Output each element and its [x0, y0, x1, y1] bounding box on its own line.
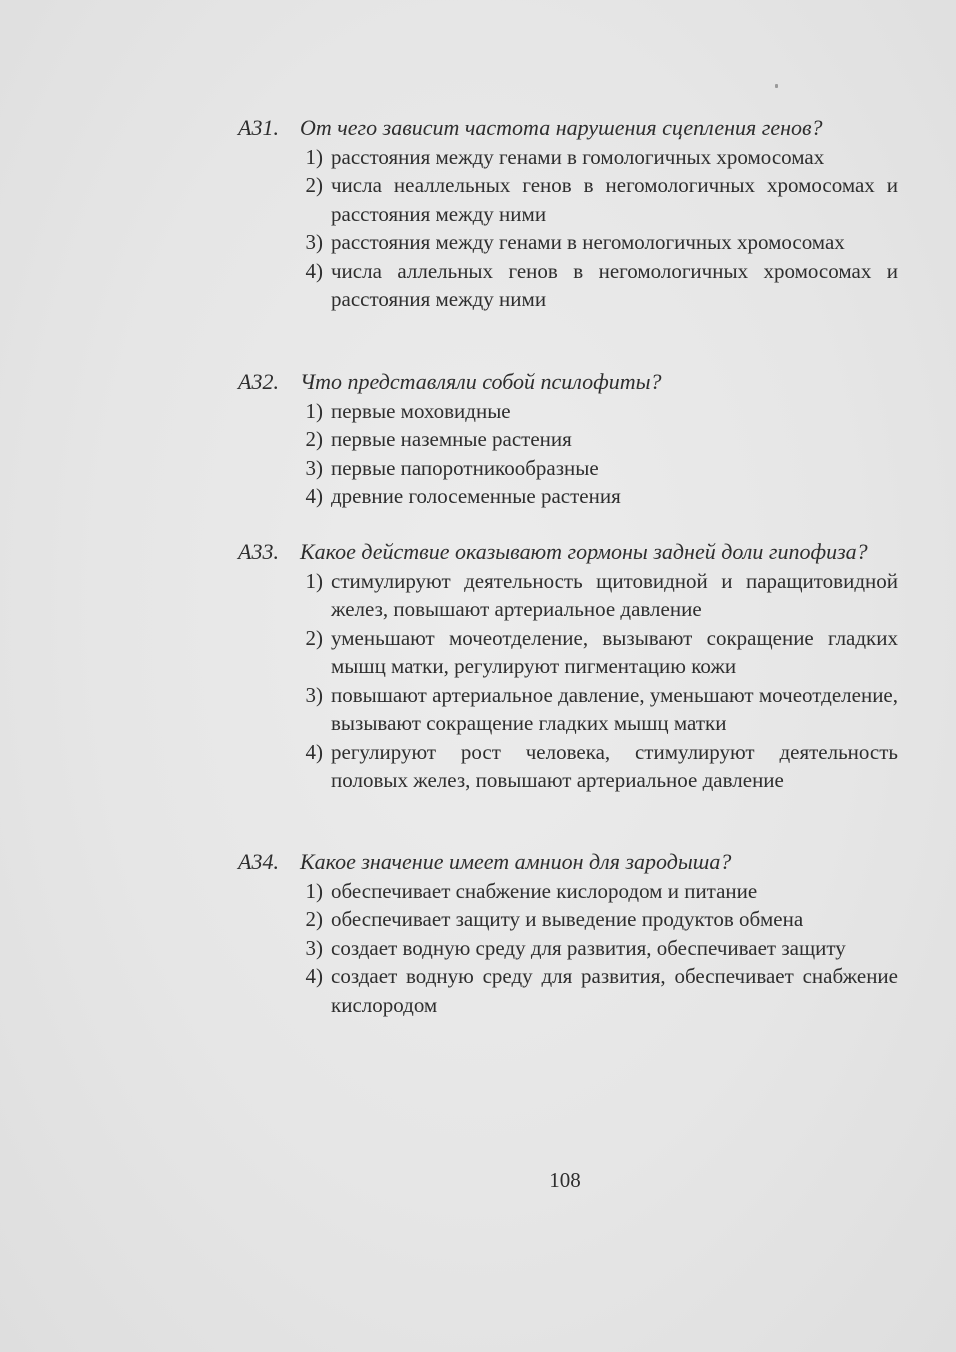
answer-list: [238, 877, 898, 1020]
question-title: [238, 114, 898, 143]
answer-number: 3): [305, 455, 323, 480]
answer-text: числа аллельных генов в негомологичных хромосомах и расстояния между ними: [331, 258, 898, 311]
answer-text: древние голосеменные растения: [331, 484, 621, 508]
scan-speck: [775, 84, 778, 88]
answer-option: [238, 877, 898, 906]
answer-option: [238, 934, 898, 963]
answer-text: создает водную среду для развития, обеспечивает снабжение кислородом: [331, 964, 898, 1017]
answer-option: [238, 738, 898, 795]
answer-number: 2): [305, 173, 323, 197]
answer-option: [238, 397, 898, 426]
answer-text: первые наземные растения: [331, 427, 572, 451]
answer-text: расстояния между генами в гомологичных хромосомах: [331, 144, 825, 169]
question-title: [238, 848, 898, 877]
answer-option: [238, 681, 898, 738]
answer-number: 4): [305, 964, 323, 988]
answer-option: [238, 962, 898, 1019]
answer-list: [238, 567, 898, 795]
answer-list: [238, 397, 898, 511]
answer-option: [238, 454, 898, 483]
question-text: От чего зависит частота нарушения сцепления генов?: [300, 115, 823, 140]
answer-number: 2): [305, 907, 323, 931]
question-text: Какое значение имеет амнион для зародыша?: [300, 849, 732, 874]
question-a34: [238, 848, 898, 1019]
answer-text: создает водную среду для развития, обеспечивает защиту: [331, 935, 846, 960]
answer-number: 3): [305, 682, 323, 707]
question-a31: [238, 114, 898, 314]
answer-number: 2): [305, 427, 323, 451]
answer-option: [238, 257, 898, 314]
answer-option: [238, 425, 898, 454]
answer-text: расстояния между генами в негомологичных хромосомах: [331, 230, 845, 254]
answer-option: [238, 567, 898, 624]
answer-text: числа неаллельных генов в негомологичных хромосомах и расстояния между ними: [331, 173, 898, 226]
question-a33: [238, 538, 898, 795]
answer-number: 2): [305, 625, 323, 650]
answer-number: 1): [305, 398, 323, 423]
question-a32: [238, 368, 898, 511]
answer-number: 1): [305, 568, 323, 593]
question-text: Что представляли собой псилофиты?: [300, 369, 662, 394]
question-number: А34.: [238, 849, 279, 874]
answer-option: [238, 624, 898, 681]
answer-text: уменьшают мочеотделение, вызывают сокращение гладких мышц матки, регулируют пигментацию кожи: [331, 625, 898, 678]
answer-option: [238, 171, 898, 228]
answer-number: 3): [305, 935, 323, 960]
answer-number: 3): [305, 230, 323, 254]
answer-number: 4): [305, 258, 323, 283]
answer-text: первые моховидные: [331, 398, 511, 423]
answer-text: обеспечивает защиту и выведение продуктов обмена: [331, 907, 804, 931]
answer-text: регулируют рост человека, стимулируют деятельность половых желез, повышают артериальное давление: [331, 739, 898, 792]
question-number: А33.: [238, 539, 279, 564]
answer-number: 1): [305, 144, 323, 169]
question-title: [238, 368, 898, 397]
answer-list: [238, 143, 898, 314]
answer-option: [238, 143, 898, 172]
page-number: 108: [549, 1168, 581, 1192]
question-text: Какое действие оказывают гормоны задней доли гипофиза?: [300, 539, 868, 564]
answer-text: обеспечивает снабжение кислородом и питание: [331, 878, 758, 903]
question-number: А32.: [238, 369, 279, 394]
answer-number: 1): [305, 878, 323, 903]
answer-number: 4): [305, 739, 323, 764]
question-title: [238, 538, 898, 567]
answer-option: [238, 482, 898, 511]
question-number: А31.: [238, 115, 279, 140]
answer-number: 4): [305, 484, 323, 508]
answer-text: стимулируют деятельность щитовидной и паращитовидной желез, повышают артериальное давление: [331, 568, 898, 621]
answer-text: повышают артериальное давление, уменьшают мочеотделение, вызывают сокращение гладких мышц матки: [331, 682, 898, 735]
answer-text: первые папоротникообразные: [331, 455, 599, 480]
answer-option: [238, 905, 898, 934]
answer-option: [238, 228, 898, 257]
